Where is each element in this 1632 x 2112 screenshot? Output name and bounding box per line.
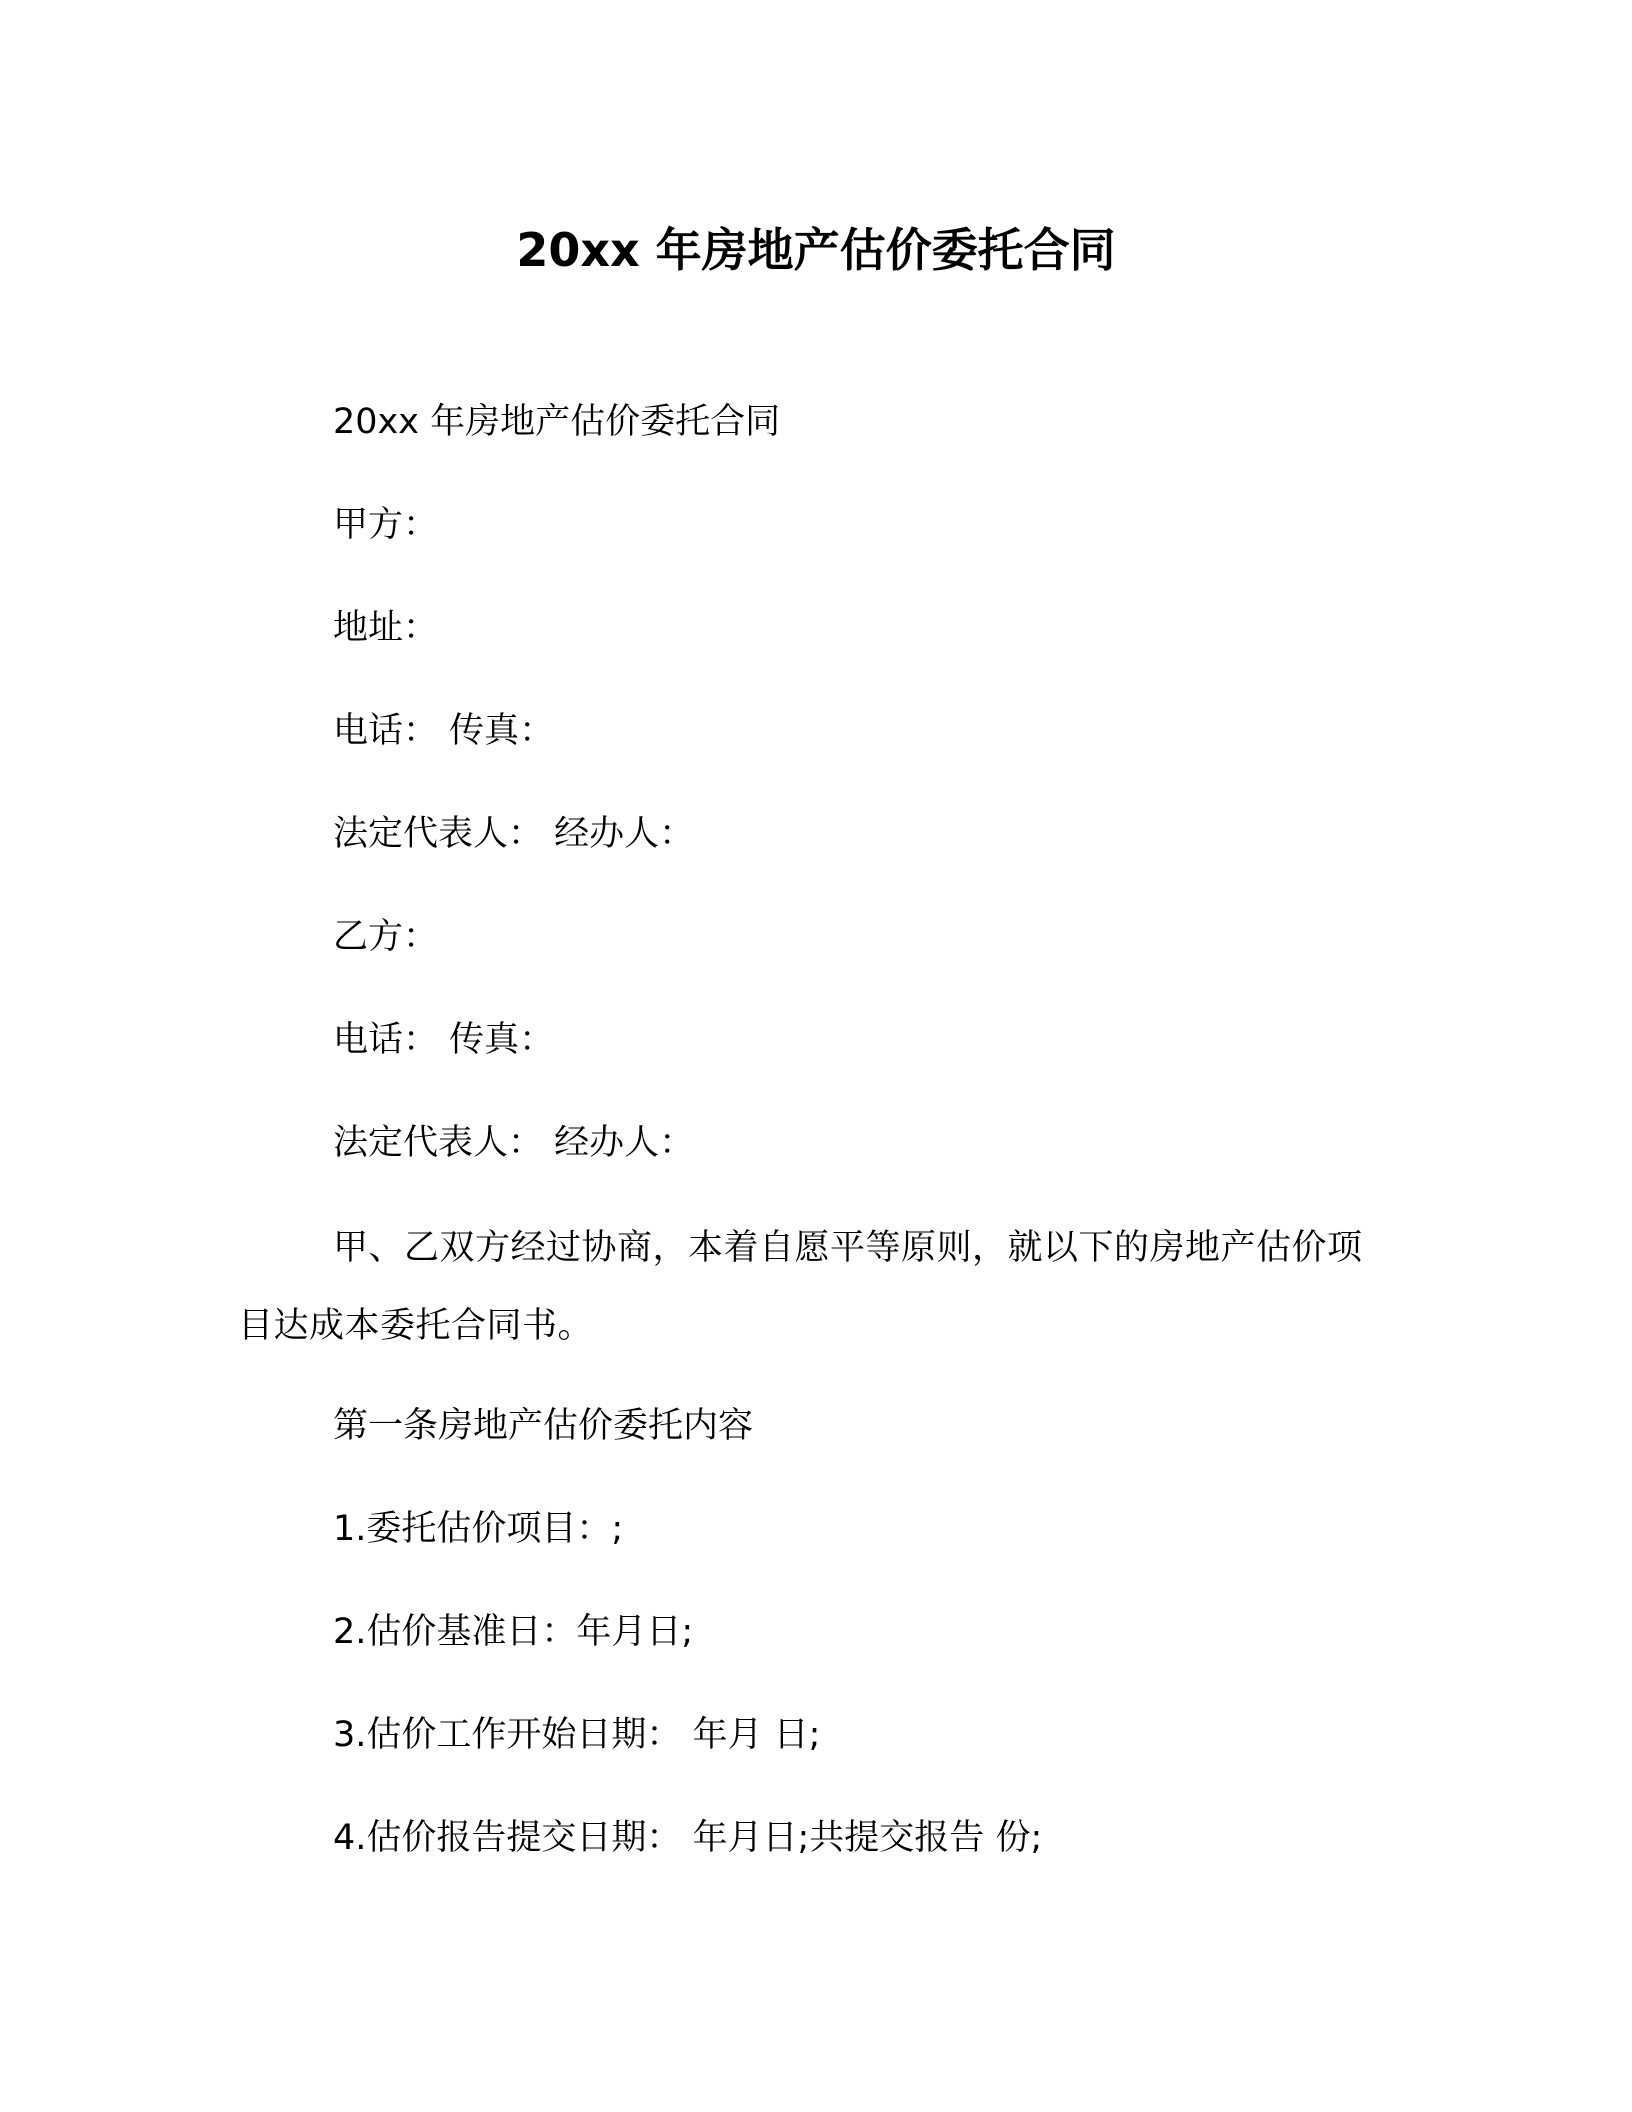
document-title: 20xx 年房地产估价委托合同 xyxy=(516,223,1116,277)
article-1-title: 第一条房地产估价委托内容 xyxy=(333,1406,754,1446)
representative-agent-line-b: 法定代表人： 经办人： xyxy=(333,1123,695,1163)
phone-fax-line-b: 电话： 传真： xyxy=(333,1020,555,1060)
address-line: 地址： xyxy=(333,608,439,648)
contract-heading: 20xx 年房地产估价委托合同 xyxy=(333,402,781,442)
item-3-line: 3.估价工作开始日期： 年月 日; xyxy=(333,1715,821,1755)
party-b-line: 乙方： xyxy=(333,917,439,957)
phone-fax-line-a: 电话： 传真： xyxy=(333,711,555,751)
party-a-line: 甲方： xyxy=(333,505,439,545)
item-2-line: 2.估价基准日：年月日; xyxy=(333,1612,694,1652)
representative-agent-line-a: 法定代表人： 经办人： xyxy=(333,814,695,854)
intro-paragraph: 甲、乙双方经过协商，本着自愿平等原则，就以下的房地产估价项目达成本委托合同书。 xyxy=(238,1228,1363,1346)
item-1-line: 1.委托估价项目：; xyxy=(333,1509,624,1549)
item-4-line: 4.估价报告提交日期： 年月日;共提交报告 份; xyxy=(333,1818,1043,1858)
